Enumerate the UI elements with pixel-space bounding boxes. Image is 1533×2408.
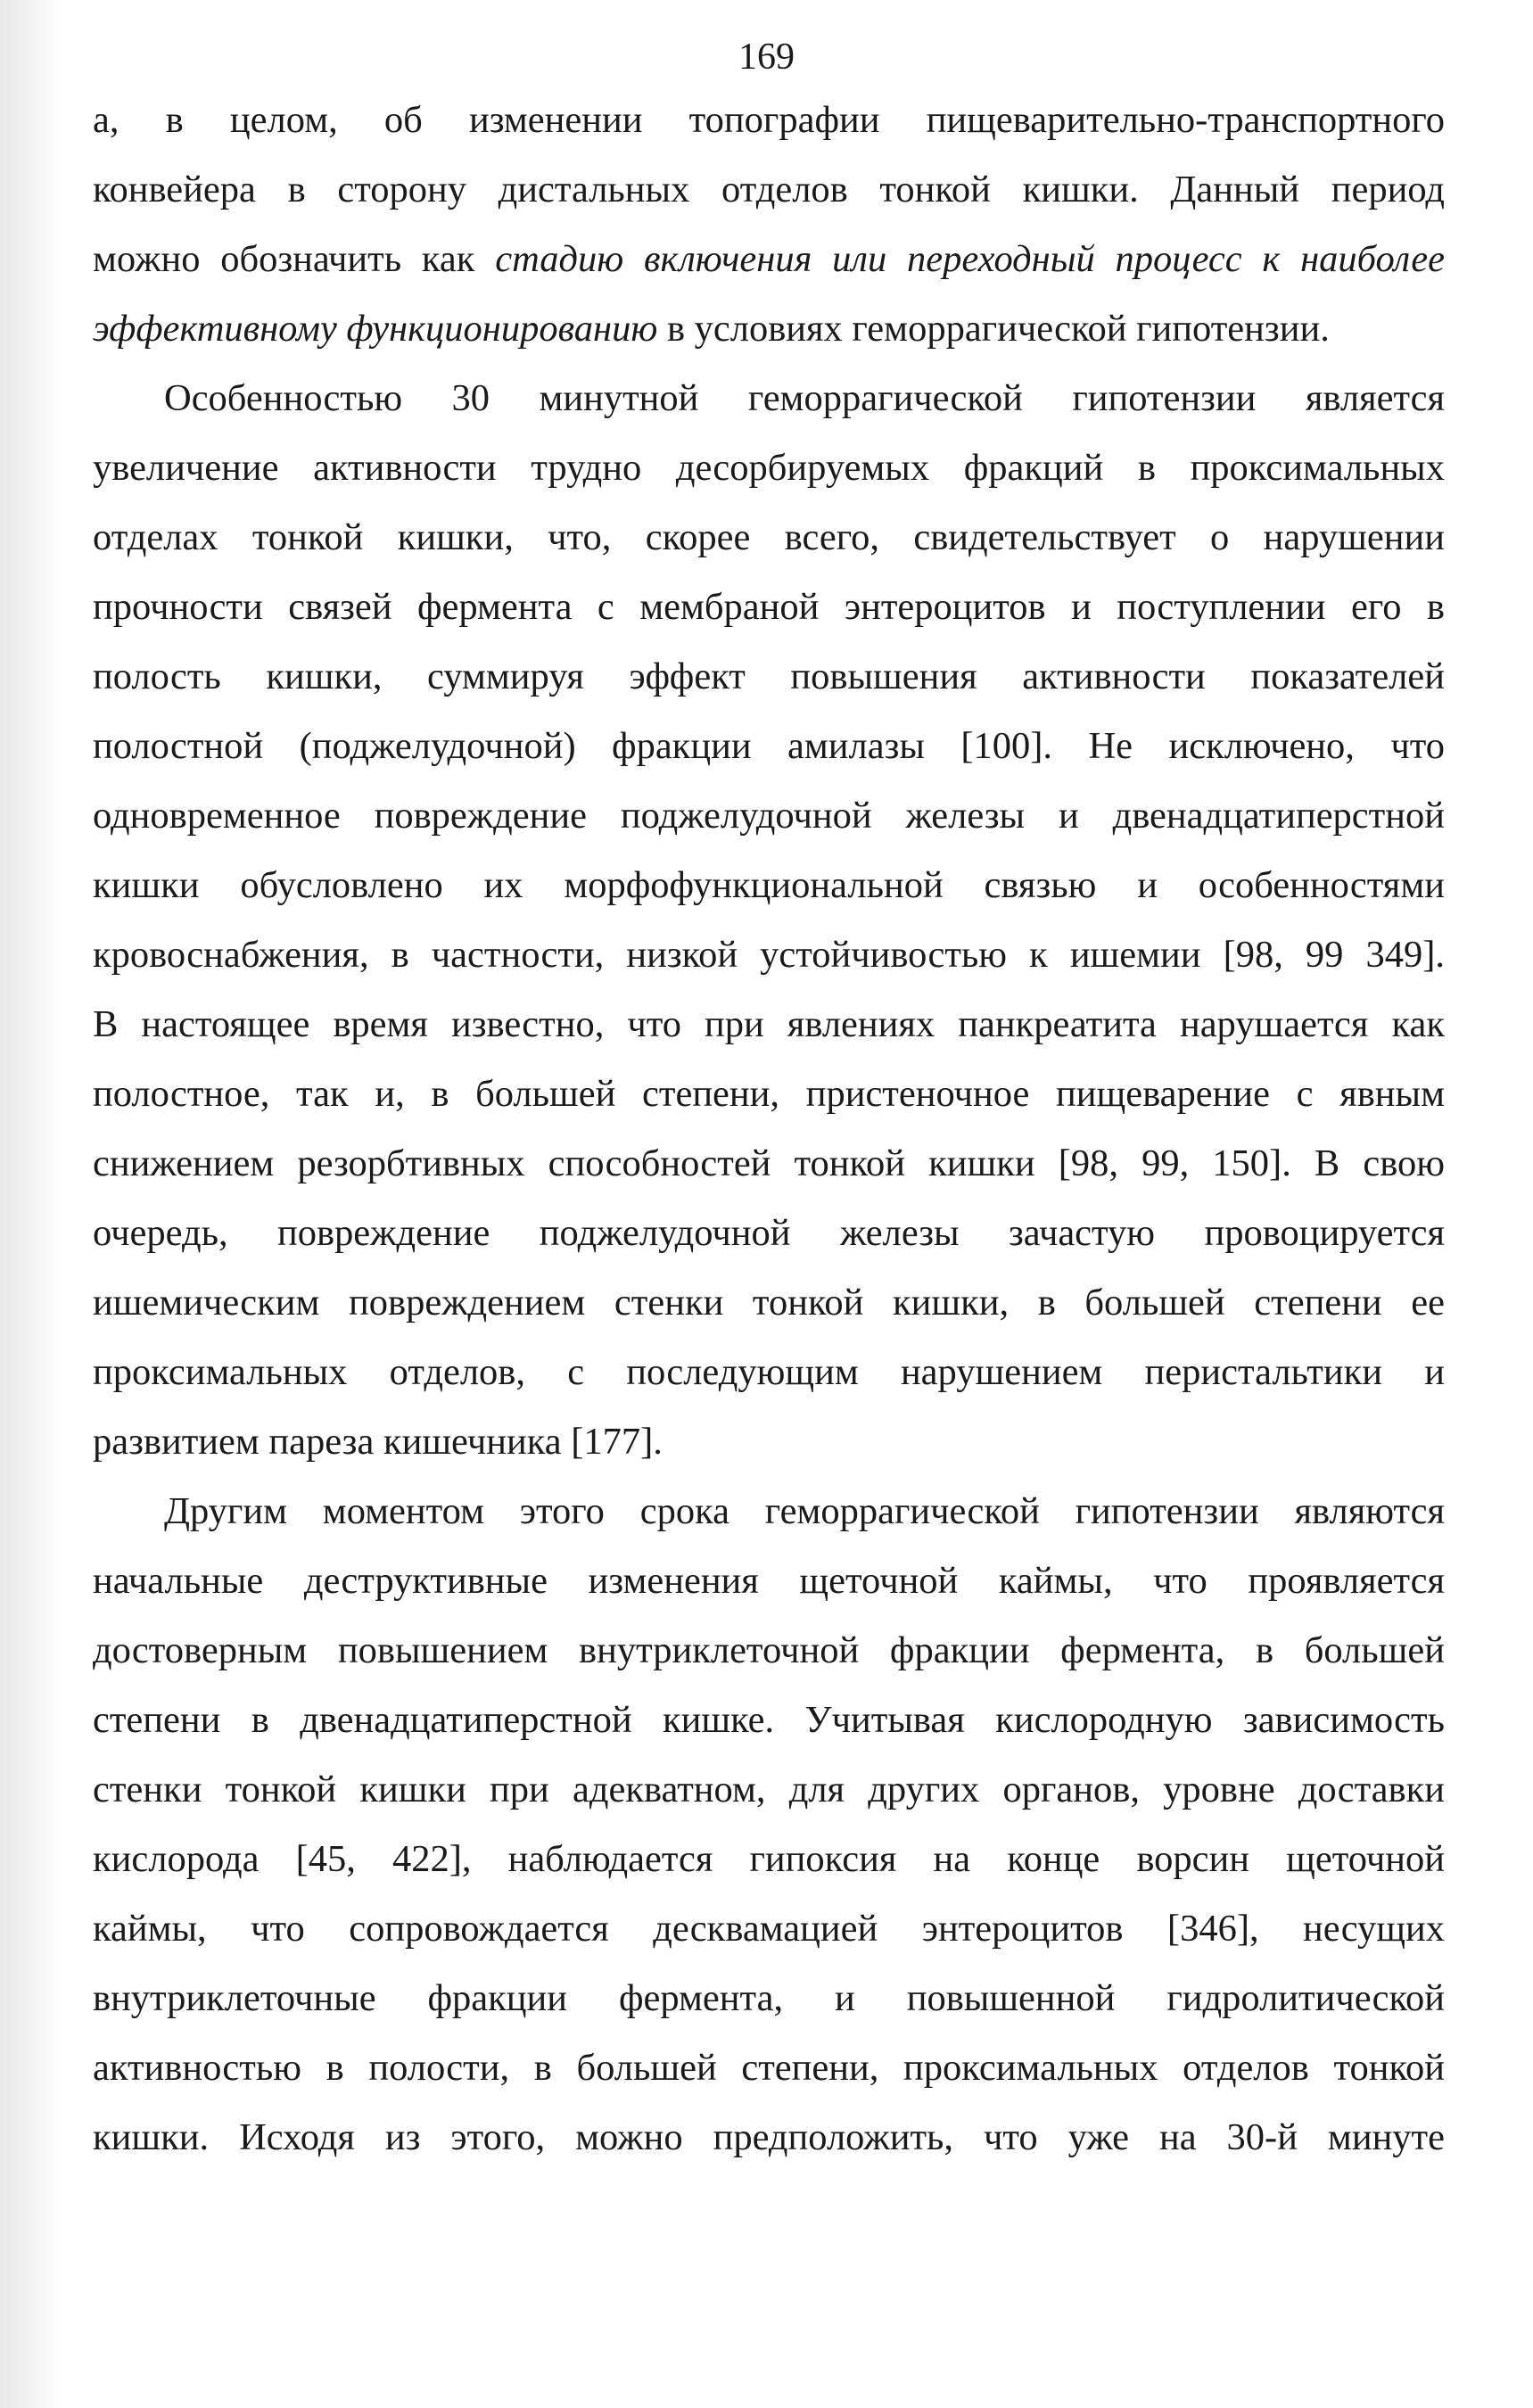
text-line: полостной (поджелудочной) фракции амилазы [100]. Не исключено, что — [93, 725, 1445, 767]
text-line: прочности связей фермента с мембраной энтероцитов и поступлении его в — [93, 586, 1445, 628]
italic-term: эффективному функционированию — [93, 308, 658, 350]
text-line: активностью в полости, в большей степени, проксимальных отделов тонкой — [93, 2047, 1445, 2089]
text-line: достоверным повышением внутриклеточной фракции фермента, в большей — [93, 1629, 1445, 1671]
text-line — [93, 294, 1445, 364]
paragraph-1 — [93, 86, 1445, 364]
text-line: каймы, что сопровождается десквамацией энтероцитов [346], несущих — [93, 1908, 1445, 1950]
text-line: одновременное повреждение поджелудочной железы и двенадцатиперстной — [93, 795, 1445, 837]
text-line: кишки обусловлено их морфофункциональной связью и особенностями — [93, 864, 1445, 906]
text-line: кишки. Исходя из этого, можно предположить, что уже на 30-й минуте — [93, 2116, 1445, 2158]
text-line: кислорода [45, 422], наблюдается гипоксия на конце ворсин щеточной — [93, 1838, 1445, 1880]
text-line: очередь, повреждение поджелудочной железы зачастую провоцируется — [93, 1212, 1445, 1254]
text-line: начальные деструктивные изменения щеточной каймы, что проявляется — [93, 1560, 1445, 1602]
text-line: стенки тонкой кишки при адекватном, для других органов, уровне доставки — [93, 1769, 1445, 1810]
text-line: полостное, так и, в большей степени, пристеночное пищеварение с явным — [93, 1073, 1445, 1115]
text-line: Особенностью 30 минутной геморрагической гипотензии является — [164, 377, 1445, 419]
text-line: полость кишки, суммируя эффект повышения активности показателей — [93, 656, 1445, 697]
text-line: Другим моментом этого срока геморрагической гипотензии являются — [164, 1490, 1445, 1532]
text-line: кровоснабжения, в частности, низкой устойчивостью к ишемии [98, 99 349]. — [93, 934, 1445, 976]
text-line: конвейера в сторону дистальных отделов тонкой кишки. Данный период — [93, 169, 1445, 210]
text-line: внутриклеточные фракции фермента, и повышенной гидролитической — [93, 1977, 1445, 2019]
paragraph-3 — [93, 1477, 1445, 2173]
text-line: а, в целом, об изменении топографии пищеварительно-транспортного — [93, 99, 1445, 141]
text-line — [93, 225, 1445, 294]
page-number: 169 — [738, 37, 795, 78]
page-body — [93, 86, 1445, 2173]
text-run: можно обозначить как — [93, 238, 496, 280]
text-line: В настоящее время известно, что при явлениях панкреатита нарушается как — [93, 1003, 1445, 1045]
italic-term: стадию включения или переходный процесс к наиболее — [495, 238, 1445, 280]
text-line: проксимальных отделов, с последующим нарушением перистальтики и — [93, 1351, 1445, 1393]
text-line: ишемическим повреждением стенки тонкой кишки, в большей степени ее — [93, 1282, 1445, 1324]
text-line: степени в двенадцатиперстной кишке. Учитывая кислородную зависимость — [93, 1699, 1445, 1741]
text-line: развитием пареза кишечника [177]. — [93, 1421, 663, 1463]
text-line: увеличение активности трудно десорбируемых фракций в проксимальных — [93, 447, 1445, 489]
paragraph-2 — [93, 364, 1445, 1477]
text-run: в условиях геморрагической гипотензии. — [657, 308, 1330, 350]
text-line: отделах тонкой кишки, что, скорее всего, свидетельствует о нарушении — [93, 516, 1445, 558]
text-line: снижением резорбтивных способностей тонкой кишки [98, 99, 150]. В свою — [93, 1142, 1445, 1184]
scan-shadow — [0, 0, 62, 2408]
